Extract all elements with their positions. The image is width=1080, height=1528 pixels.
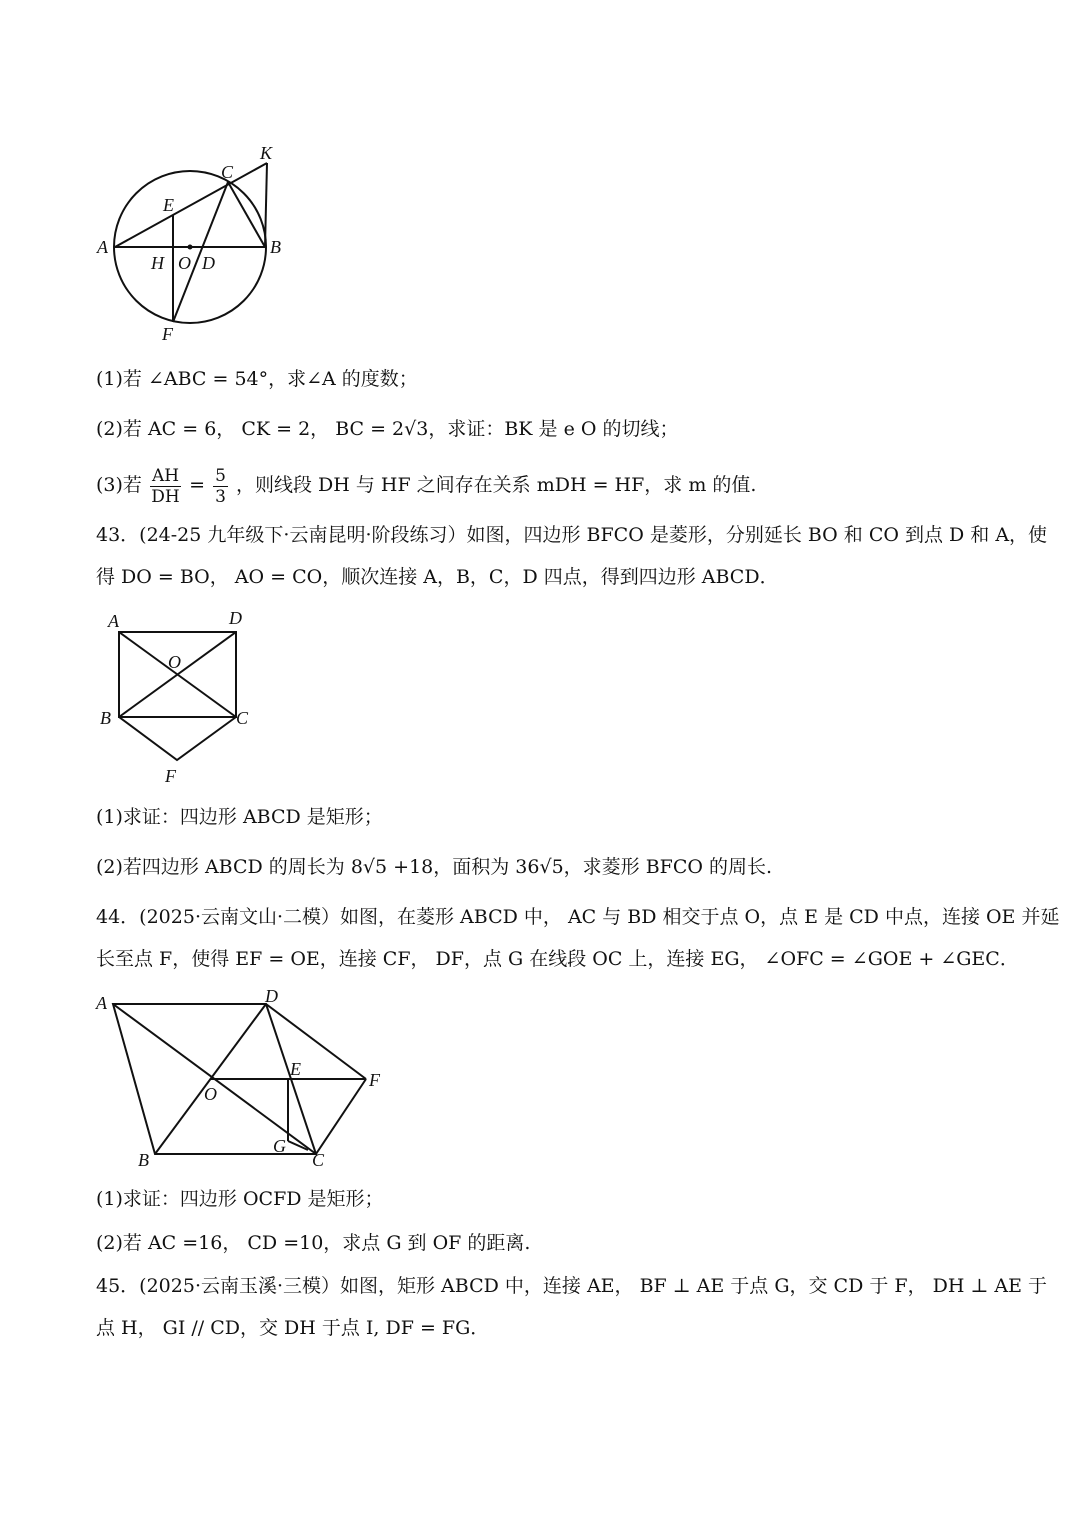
q42-part1: (1)若 ∠ABC = 54°，求∠A 的度数； — [96, 368, 418, 390]
q45-stem-line1: 45．(2025·云南玉溪·三模）如图，矩形 ABCD 中，连接 AE， BF ⊥ AE 于点 G，交 CD 于 F， DH ⊥ AE 于 — [96, 1275, 1048, 1297]
q42-part3-prefix: (3)若 — [96, 474, 142, 496]
segment-df — [266, 1004, 366, 1079]
label-f: F — [369, 1070, 380, 1090]
label-f: F — [165, 766, 176, 786]
q44-stem-line2: 长至点 F，使得 EF = OE，连接 CF， DF，点 G 在线段 OC 上，连接 EG， ∠OFC = ∠GOE + ∠GEC． — [96, 948, 1019, 970]
q43-stem-line2: 得 DO = BO， AO = CO，顺次连接 A，B，C，D 四点，得到四边形 ABCD． — [96, 566, 779, 588]
label-d: D — [202, 253, 215, 273]
label-d: D — [265, 986, 278, 1006]
label-o: O — [168, 652, 181, 672]
figure-circle-tangent — [90, 135, 300, 350]
label-k: K — [260, 143, 273, 163]
frac-denominator-2: 3 — [215, 486, 226, 507]
center-dot — [188, 245, 193, 250]
frac-denominator: DH — [151, 486, 180, 507]
label-e: E — [290, 1059, 301, 1079]
label-a: A — [97, 237, 108, 257]
label-a: A — [108, 611, 119, 631]
q44-stem-line1: 44．(2025·云南文山·二模）如图，在菱形 ABCD 中， AC 与 BD 相交于点 O，点 E 是 CD 中点，连接 OE 并延 — [96, 906, 1060, 928]
fraction-5-3 — [213, 466, 228, 507]
segment-ak — [115, 163, 267, 247]
label-a: A — [96, 993, 107, 1013]
frac-numerator-2: 5 — [215, 465, 226, 486]
label-o: O — [204, 1084, 217, 1104]
q42-part2: (2)若 AC = 6， CK = 2， BC = 2√3，求证：BK 是 e O 的切线； — [96, 418, 679, 440]
label-c: C — [221, 162, 234, 182]
q45-stem-line2: 点 H， GI // CD，交 DH 于点 I, DF = FG． — [96, 1317, 490, 1339]
label-e: E — [163, 195, 174, 215]
label-b: B — [100, 708, 111, 728]
label-g: G — [273, 1136, 286, 1156]
q42-part3-eq: = — [189, 474, 206, 496]
label-b: B — [138, 1150, 149, 1170]
q43-stem-line1: 43．(24-25 九年级下·云南昆明·阶段练习）如图，四边形 BFCO 是菱形，分别延长 BO 和 CO 到点 D 和 A，使 — [96, 524, 1048, 546]
q42-part3 — [96, 460, 756, 510]
segment-cf — [316, 1079, 366, 1154]
label-b: B — [270, 237, 281, 257]
q42-part3-suffix: ，则线段 DH 与 HF 之间存在关系 mDH = HF，求 m 的值. — [235, 474, 757, 496]
q44-part2: (2)若 AC =16， CD =10，求点 G 到 OF 的距离. — [96, 1232, 531, 1254]
q43-part2: (2)若四边形 ABCD 的周长为 8√5 +18，面积为 36√5，求菱形 BFCO 的周长. — [96, 856, 773, 878]
label-o: O — [178, 253, 191, 273]
fraction-ah-dh — [150, 466, 181, 507]
segment-kb — [265, 163, 267, 247]
figure-rectangle-rhombus — [90, 600, 270, 795]
q43-part1: (1)求证：四边形 ABCD 是矩形； — [96, 806, 383, 828]
label-h: H — [151, 253, 164, 273]
label-c: C — [236, 708, 249, 728]
figure-rhombus-rectangle — [90, 982, 390, 1177]
label-c: C — [312, 1150, 325, 1170]
q44-part1: (1)求证：四边形 OCFD 是矩形； — [96, 1188, 384, 1210]
label-d: D — [229, 608, 242, 628]
label-f: F — [162, 324, 173, 344]
segments-bfc — [119, 717, 236, 760]
segment-cf — [173, 182, 228, 322]
frac-numerator: AH — [151, 465, 180, 486]
